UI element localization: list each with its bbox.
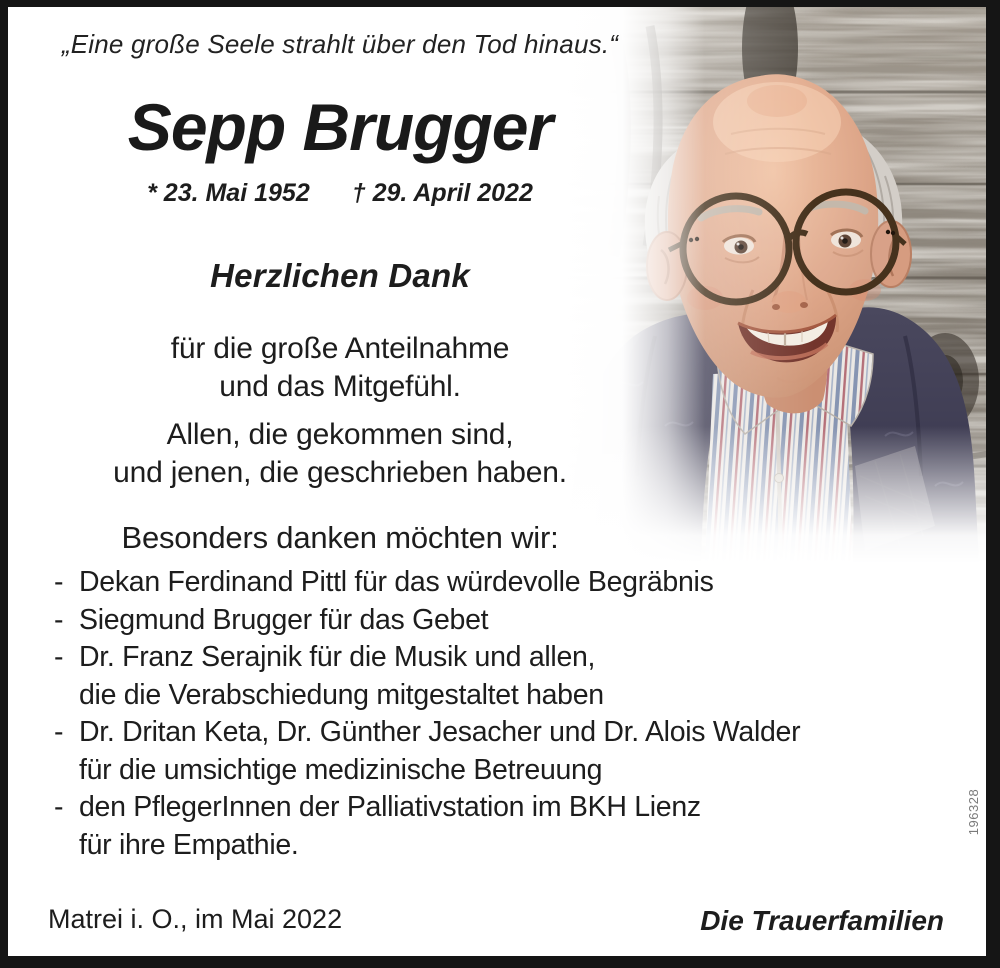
- memorial-quote: „Eine große Seele strahlt über den Tod hinaus.“: [61, 29, 619, 59]
- paragraph-line: Allen, die gekommen sind,: [166, 418, 514, 451]
- list-dash: -: [54, 566, 64, 598]
- death-date: † 29. April 2022: [351, 179, 533, 207]
- deceased-name: Sepp Brugger: [127, 90, 553, 164]
- list-dash: -: [54, 641, 64, 673]
- thanks-paragraph-2: [40, 416, 640, 492]
- list-item: [54, 714, 954, 789]
- paragraph-line: für die große Anteilnahme: [170, 332, 510, 365]
- thanks-heading: Herzlichen Dank: [210, 257, 470, 294]
- list-item-line: Dekan Ferdinand Pittl für das würdevolle Begräbnis: [79, 566, 714, 598]
- list-item-line: die die Verabschiedung mitgestaltet haben: [79, 678, 604, 711]
- thanks-paragraph-1: [40, 330, 640, 406]
- paragraph-line: und das Mitgefühl.: [219, 370, 461, 403]
- list-dash: -: [54, 716, 64, 748]
- reference-number: 196328: [966, 788, 981, 836]
- life-dates: [40, 179, 640, 208]
- list-dash: -: [54, 791, 64, 823]
- list-item-line: für ihre Empathie.: [79, 828, 299, 861]
- list-item-line: Dr. Franz Serajnik für die Musik und allen,: [79, 641, 596, 673]
- list-item-line: den PflegerInnen der Palliativstation im BKH Lienz: [79, 791, 701, 823]
- list-item-line: Dr. Dritan Keta, Dr. Günther Jesacher und Dr. Alois Walder: [79, 716, 801, 748]
- list-item: [54, 639, 954, 714]
- list-item-line: Siegmund Brugger für das Gebet: [79, 603, 489, 636]
- signature-families: Die Trauerfamilien: [700, 905, 944, 936]
- birth-date: * 23. Mai 1952: [147, 179, 310, 207]
- list-item-line: für die umsichtige medizinische Betreuung: [79, 753, 603, 786]
- list-dash: -: [54, 603, 64, 636]
- special-thanks-list: [54, 564, 954, 864]
- special-thanks-intro: Besonders danken möchten wir:: [121, 520, 559, 555]
- place-and-date: Matrei i. O., im Mai 2022: [48, 904, 343, 934]
- paragraph-line: und jenen, die geschrieben haben.: [113, 456, 567, 489]
- list-item: [54, 602, 954, 640]
- list-item: [54, 789, 954, 864]
- list-item: [54, 564, 954, 602]
